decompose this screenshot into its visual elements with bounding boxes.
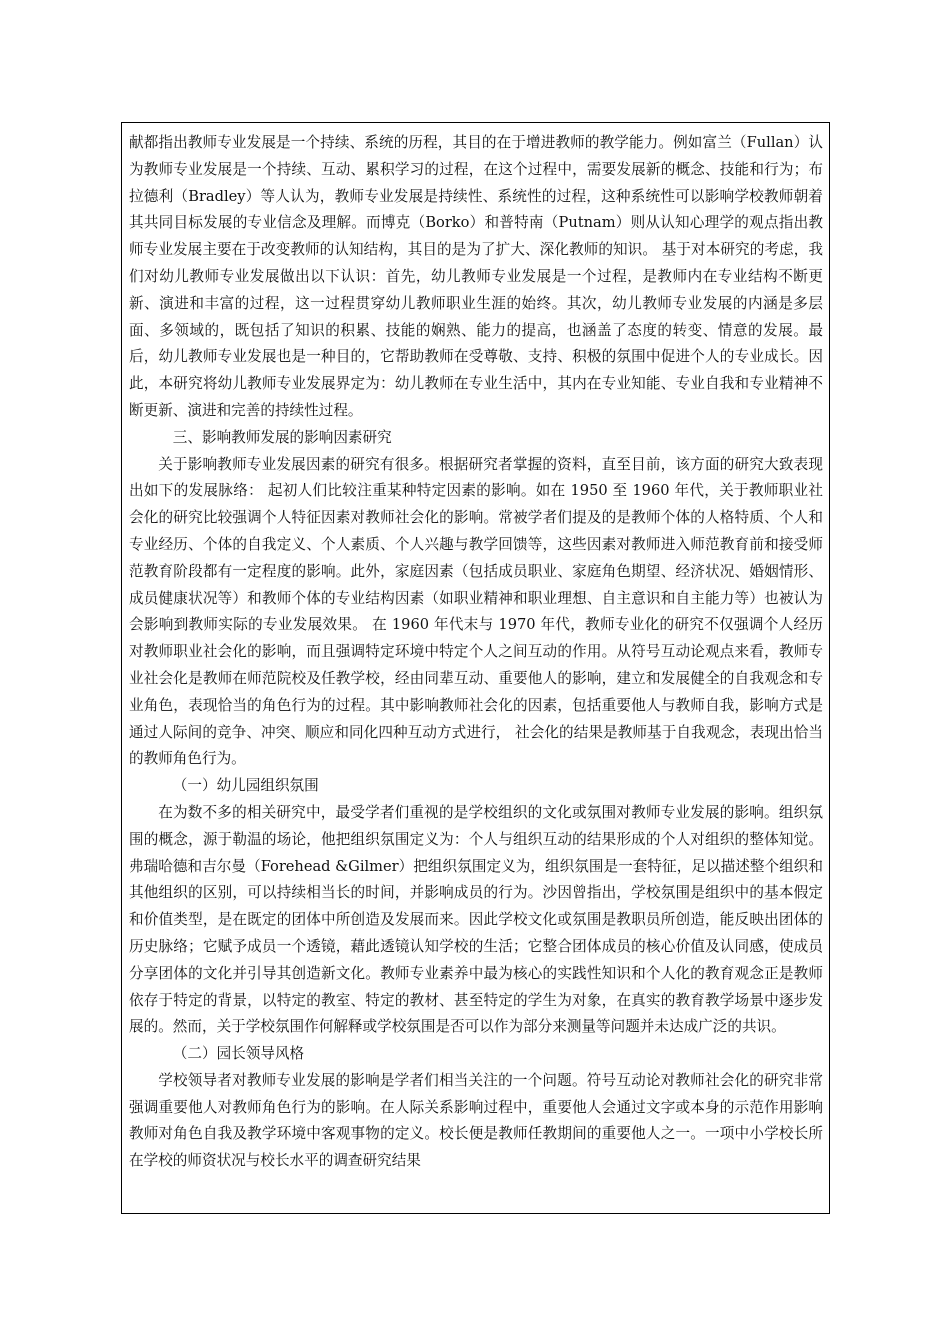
paragraph-climate: 在为数不多的相关研究中，最受学者们重视的是学校组织的文化或氛围对教师专业发展的影响。组织氛围的概念，源于勒温的场论，他把组织氛围定义为：个人与组织互动的结果形成的个人对组织的整体知觉。弗瑞哈德和吉尔曼（Forehead &Gilmer）把组织氛围定义为，组织氛围是一套特征，足以描述整个组织和其他组织的区别，可以持续相当长的时间，并影响成员的行为。沙因曾指出，学校氛围是组织中的基本假定和价值类型，是在既定的团体中所创造及发展而来。因此学校文化或氛围是教职员所创造，能反映出团体的历史脉络；它赋予成员一个透镜，藉此透镜认知学校的生活；它整合团体成员的核心价值及认同感，使成员分享团体的文化并引导其创造新文化。教师专业素养中最为核心的实践性知识和个人化的教育观念正是教师依存于特定的背景，以特定的教室、特定的教材、甚至特定的学生为对象，在真实的教育教学场景中逐步发展的。然而，关于学校氛围作何解释或学校氛围是否可以作为部分来测量等问题并未达成广泛的共识。	[129, 803, 823, 1036]
subsection-heading-climate: （一）幼儿园组织氛围	[172, 777, 319, 795]
section-heading-factors: 三、影响教师发展的影响因素研究	[172, 428, 392, 446]
page-frame	[121, 122, 830, 1214]
document-body	[129, 130, 823, 1175]
paragraph-factors: 关于影响教师专业发展因素的研究有很多。根据研究者掌握的资料，直至目前，该方面的研究大致表现出如下的发展脉络： 起初人们比较注重某种特定因素的影响。如在 1950 至 1960 年代，关于教师职业社会化的研究比较强调个人特征因素对教师社会化的影响。常被学者们提及的是教师个体的人格特质、个人和专业经历、个体的自我定义、个人素质、个人兴趣与教学回馈等，这些因素对教师进入师范教育前和接受师范教育阶段都有一定程度的影响。此外，家庭因素（包括成员职业、家庭角色期望、经济状况、婚姻情形、成员健康状况等）和教师个体的专业结构因素（如职业精神和职业理想、自主意识和自主能力等）也被认为会影响到教师实际的专业发展效果。 在 1960 年代末与 1970 年代，教师专业化的研究不仅强调个人经历对教师职业社会化的影响，而且强调特定环境中特定个人之间互动的作用。从符号互动论观点来看，教师专业社会化是教师在师范院校及任教学校，经由同辈互动、重要他人的影响，建立和发展健全的自我观念和专业角色，表现恰当的角色行为的过程。其中影响教师社会化的因素，包括重要他人与教师自我，影响方式是通过人际间的竞争、冲突、顺应和同化四种互动方式进行， 社会化的结果是教师基于自我观念，表现出恰当的教师角色行为。	[129, 455, 823, 768]
paragraph-definition: 献都指出教师专业发展是一个持续、系统的历程，其目的在于增进教师的教学能力。例如富兰（Fullan）认为教师专业发展是一个持续、互动、累积学习的过程，在这个过程中，需要发展新的概念、技能和行为；布拉德利（Bradley）等人认为，教师专业发展是持续性、系统性的过程，这种系统性可以影响学校教师朝着其共同目标发展的专业信念及理解。而博克（Borko）和普特南（Putnam）则从认知心理学的观点指出教师专业发展主要在于改变教师的认知结构，其目的是为了扩大、深化教师的知识。 基于对本研究的考虑，我们对幼儿教师专业发展做出以下认识：首先，幼儿教师专业发展是一个过程，是教师内在专业结构不断更新、演进和丰富的过程，这一过程贯穿幼儿教师职业生涯的始终。其次，幼儿教师专业发展的内涵是多层面、多领域的，既包括了知识的积累、技能的娴熟、能力的提高，也涵盖了态度的转变、情意的发展。最后，幼儿教师专业发展也是一种目的，它帮助教师在受尊敬、支持、积极的氛围中促进个人的专业成长。因此，本研究将幼儿教师专业发展界定为：幼儿教师在专业生活中，其内在专业知能、专业自我和专业精神不断更新、演进和完善的持续性过程。	[129, 134, 823, 419]
subsection-heading-leadership: （二）园长领导风格	[172, 1045, 305, 1063]
paragraph-leadership: 学校领导者对教师专业发展的影响是学者们相当关注的一个问题。符号互动论对教师社会化的研究非常强调重要他人对教师角色行为的影响。在人际关系影响过程中，重要他人会通过文字或本身的示范作用影响教师对角色自我及教学环境中客观事物的定义。校长便是教师任教期间的重要他人之一。一项中小学校长所在学校的师资状况与校长水平的调查研究结果	[129, 1071, 823, 1170]
